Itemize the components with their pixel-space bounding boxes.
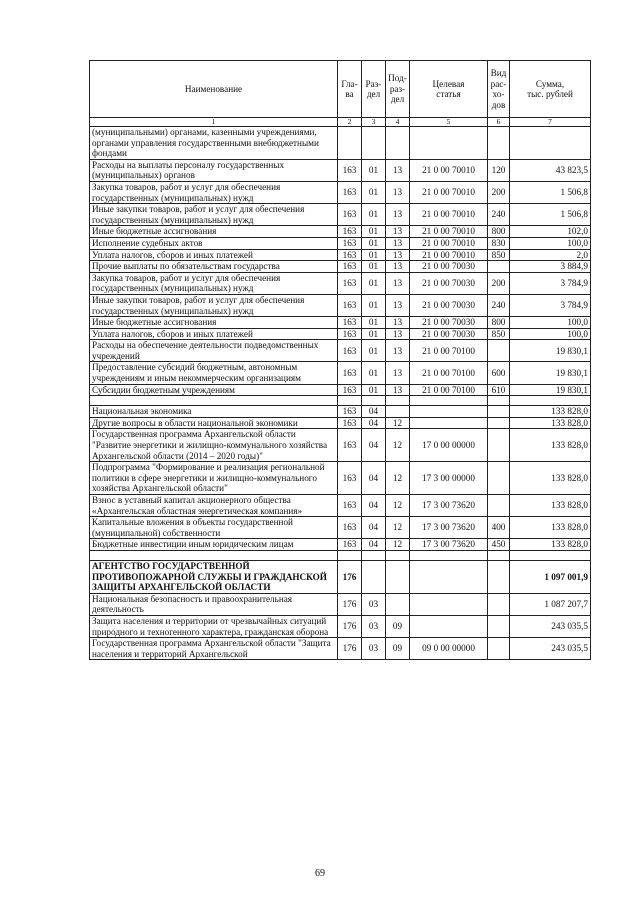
cell-name: Прочие выплаты по обязательствам государства: [90, 261, 338, 273]
cell-name: Иные закупки товаров, работ и услуг для обеспечения государственных (муниципальных) нужд: [90, 204, 338, 226]
cell-sum: 133 828,0: [510, 539, 591, 551]
table-row: [90, 249, 591, 261]
cell-target: [410, 417, 488, 429]
cell-target: 21 0 00 70030: [410, 317, 488, 329]
header-name: Наименование: [90, 61, 338, 118]
column-number: 6: [488, 118, 510, 127]
cell-glava: 163: [338, 429, 362, 462]
cell-podrazdel: 13: [386, 181, 410, 203]
header-sum: Сумма, тыс. рублей: [510, 61, 591, 118]
cell-vid: [488, 127, 510, 160]
cell-vid: [488, 593, 510, 615]
cell-name: Иные бюджетные ассигнования: [90, 317, 338, 329]
cell-name: Иные бюджетные ассигнования: [90, 226, 338, 238]
cell-sum: 3 884,9: [510, 261, 591, 273]
table-row: [90, 317, 591, 329]
cell-sum: [510, 550, 591, 560]
cell-razdel: 01: [362, 384, 386, 396]
cell-sum: 243 035,5: [510, 638, 591, 660]
cell-glava: 163: [338, 384, 362, 396]
table-row: [90, 560, 591, 593]
cell-glava: 176: [338, 593, 362, 615]
cell-podrazdel: 13: [386, 384, 410, 396]
cell-target: [410, 593, 488, 615]
table-row: [90, 593, 591, 615]
cell-target: 21 0 00 70030: [410, 294, 488, 316]
cell-sum: 133 828,0: [510, 417, 591, 429]
cell-razdel: 01: [362, 340, 386, 362]
cell-name: Подпрограмма "Формирование и реализация региональной политики в сфере энергетики и жилищно-коммунального хозяйства Архангельской области": [90, 462, 338, 495]
spacer-row: [90, 396, 591, 406]
cell-glava: 163: [338, 204, 362, 226]
cell-target: 21 0 00 70100: [410, 362, 488, 384]
table-row: [90, 638, 591, 660]
cell-razdel: 01: [362, 226, 386, 238]
cell-target: [410, 127, 488, 160]
cell-glava: 163: [338, 159, 362, 181]
cell-glava: 163: [338, 495, 362, 517]
cell-razdel: 01: [362, 294, 386, 316]
table-row: [90, 517, 591, 539]
cell-target: 21 0 00 70010: [410, 181, 488, 203]
table-row: [90, 462, 591, 495]
table-row: [90, 406, 591, 418]
cell-target: 17 3 00 73620: [410, 517, 488, 539]
cell-podrazdel: [386, 550, 410, 560]
cell-vid: [488, 406, 510, 418]
cell-razdel: 01: [362, 237, 386, 249]
cell-sum: 3 784,9: [510, 294, 591, 316]
column-number: 2: [338, 118, 362, 127]
cell-name: [90, 550, 338, 560]
table-row: [90, 294, 591, 316]
cell-razdel: 03: [362, 615, 386, 637]
cell-name: Капитальные вложения в объекты государственной (муниципальной) собственности: [90, 517, 338, 539]
cell-target: 21 0 00 70030: [410, 328, 488, 340]
cell-target: 21 0 00 70010: [410, 204, 488, 226]
cell-glava: 163: [338, 237, 362, 249]
table-row: [90, 417, 591, 429]
cell-vid: 600: [488, 362, 510, 384]
cell-target: [410, 396, 488, 406]
cell-target: 21 0 00 70100: [410, 340, 488, 362]
cell-sum: 243 035,5: [510, 615, 591, 637]
cell-glava: 163: [338, 539, 362, 551]
cell-target: [410, 560, 488, 593]
table-body: [90, 127, 591, 660]
cell-vid: 800: [488, 317, 510, 329]
cell-vid: [488, 462, 510, 495]
cell-glava: 163: [338, 406, 362, 418]
cell-vid: 610: [488, 384, 510, 396]
cell-vid: [488, 417, 510, 429]
cell-sum: 133 828,0: [510, 406, 591, 418]
cell-vid: [488, 560, 510, 593]
cell-glava: [338, 396, 362, 406]
cell-vid: [488, 396, 510, 406]
cell-target: 21 0 00 70030: [410, 261, 488, 273]
cell-podrazdel: 12: [386, 539, 410, 551]
cell-glava: 176: [338, 638, 362, 660]
cell-name: Исполнение судебных актов: [90, 237, 338, 249]
cell-podrazdel: 13: [386, 204, 410, 226]
table-row: [90, 159, 591, 181]
cell-glava: 163: [338, 261, 362, 273]
cell-razdel: 04: [362, 429, 386, 462]
cell-razdel: 03: [362, 593, 386, 615]
table-row: [90, 429, 591, 462]
cell-sum: 133 828,0: [510, 429, 591, 462]
cell-razdel: 04: [362, 462, 386, 495]
cell-name: (муниципальными) органами, казенными учреждениями, органами управления государственными внебюджетными фондами: [90, 127, 338, 160]
cell-sum: 133 828,0: [510, 495, 591, 517]
cell-target: 17 3 00 73620: [410, 495, 488, 517]
table-row: [90, 237, 591, 249]
cell-vid: [488, 340, 510, 362]
cell-name: Закупка товаров, работ и услуг для обеспечения государственных (муниципальных) нужд: [90, 272, 338, 294]
cell-sum: 43 823,5: [510, 159, 591, 181]
cell-sum: 19 830,1: [510, 384, 591, 396]
cell-razdel: 04: [362, 417, 386, 429]
cell-vid: 850: [488, 328, 510, 340]
cell-target: 21 0 00 70010: [410, 237, 488, 249]
cell-razdel: 03: [362, 638, 386, 660]
cell-podrazdel: 13: [386, 340, 410, 362]
cell-target: 09 0 00 00000: [410, 638, 488, 660]
table-row: [90, 272, 591, 294]
cell-sum: 100,0: [510, 328, 591, 340]
cell-razdel: [362, 127, 386, 160]
cell-podrazdel: 13: [386, 328, 410, 340]
cell-razdel: 01: [362, 317, 386, 329]
cell-name: Субсидии бюджетным учреждениям: [90, 384, 338, 396]
header-podrazdel: Под- раз- дел: [386, 61, 410, 118]
cell-podrazdel: 13: [386, 237, 410, 249]
cell-vid: [488, 638, 510, 660]
cell-vid: [488, 615, 510, 637]
cell-glava: 163: [338, 328, 362, 340]
table-header: [90, 61, 591, 118]
cell-vid: 850: [488, 249, 510, 261]
cell-glava: 163: [338, 272, 362, 294]
budget-table: [89, 60, 591, 660]
cell-name: Национальная безопасность и правоохранительная деятельность: [90, 593, 338, 615]
cell-podrazdel: [386, 560, 410, 593]
cell-name: Национальная экономика: [90, 406, 338, 418]
table-row: [90, 226, 591, 238]
cell-name: Государственная программа Архангельской области "Защита населения и территорий Архангельской: [90, 638, 338, 660]
cell-name: АГЕНТСТВО ГОСУДАРСТВЕННОЙ ПРОТИВОПОЖАРНОЙ СЛУЖБЫ И ГРАЖДАНСКОЙ ЗАЩИТЫ АРХАНГЕЛЬСКОЙ ОБЛАСТИ: [90, 560, 338, 593]
table-row: [90, 204, 591, 226]
cell-podrazdel: [386, 127, 410, 160]
cell-podrazdel: 13: [386, 249, 410, 261]
cell-target: 21 0 00 70100: [410, 384, 488, 396]
column-numbers: [90, 118, 591, 127]
cell-name: Уплата налогов, сборов и иных платежей: [90, 328, 338, 340]
cell-vid: 830: [488, 237, 510, 249]
cell-name: Расходы на обеспечение деятельности подведомственных учреждений: [90, 340, 338, 362]
cell-vid: [488, 261, 510, 273]
cell-name: Расходы на выплаты персоналу государственных (муниципальных) органов: [90, 159, 338, 181]
cell-glava: 176: [338, 615, 362, 637]
table-row: [90, 127, 591, 160]
table-row: [90, 362, 591, 384]
header-target: Целевая статья: [410, 61, 488, 118]
cell-target: [410, 406, 488, 418]
cell-razdel: 01: [362, 181, 386, 203]
cell-target: 17 3 00 00000: [410, 462, 488, 495]
cell-razdel: 04: [362, 406, 386, 418]
cell-razdel: 01: [362, 362, 386, 384]
cell-glava: 163: [338, 181, 362, 203]
cell-sum: 100,0: [510, 317, 591, 329]
cell-name: Взнос в уставный капитал акционерного общества «Архангельская областная энергетическая компания»: [90, 495, 338, 517]
cell-sum: [510, 396, 591, 406]
cell-vid: [488, 495, 510, 517]
cell-target: 21 0 00 70010: [410, 249, 488, 261]
header-glava: Гла- ва: [338, 61, 362, 118]
cell-vid: 240: [488, 204, 510, 226]
cell-podrazdel: 13: [386, 226, 410, 238]
cell-target: 21 0 00 70010: [410, 226, 488, 238]
table-row: [90, 261, 591, 273]
cell-sum: 1 087 207,7: [510, 593, 591, 615]
cell-glava: 163: [338, 317, 362, 329]
table-row: [90, 328, 591, 340]
cell-vid: 120: [488, 159, 510, 181]
cell-podrazdel: 12: [386, 462, 410, 495]
cell-podrazdel: 13: [386, 159, 410, 181]
cell-podrazdel: 13: [386, 317, 410, 329]
cell-razdel: [362, 560, 386, 593]
cell-glava: [338, 127, 362, 160]
cell-name: Бюджетные инвестиции иным юридическим лицам: [90, 539, 338, 551]
cell-name: [90, 396, 338, 406]
cell-sum: 133 828,0: [510, 462, 591, 495]
cell-sum: 3 784,9: [510, 272, 591, 294]
cell-vid: 450: [488, 539, 510, 551]
cell-name: Другие вопросы в области национальной экономики: [90, 417, 338, 429]
cell-target: [410, 550, 488, 560]
cell-vid: 800: [488, 226, 510, 238]
cell-sum: 133 828,0: [510, 517, 591, 539]
cell-name: Предоставление субсидий бюджетным, автономным учреждениям и иным некоммерческим организациям: [90, 362, 338, 384]
cell-name: Государственная программа Архангельской области "Развитие энергетики и жилищно-коммунального хозяйства Архангельской области (2014 – 2020 годы)": [90, 429, 338, 462]
cell-sum: 1 097 001,9: [510, 560, 591, 593]
cell-vid: 200: [488, 181, 510, 203]
cell-razdel: 04: [362, 539, 386, 551]
cell-name: Иные закупки товаров, работ и услуг для обеспечения государственных (муниципальных) нужд: [90, 294, 338, 316]
cell-podrazdel: 13: [386, 272, 410, 294]
column-number: 4: [386, 118, 410, 127]
cell-target: 21 0 00 70010: [410, 159, 488, 181]
cell-podrazdel: 13: [386, 362, 410, 384]
table-row: [90, 181, 591, 203]
cell-razdel: 01: [362, 249, 386, 261]
cell-glava: 163: [338, 517, 362, 539]
cell-sum: 2,0: [510, 249, 591, 261]
cell-vid: [488, 550, 510, 560]
cell-podrazdel: 12: [386, 417, 410, 429]
cell-sum: 19 830,1: [510, 362, 591, 384]
cell-razdel: 04: [362, 495, 386, 517]
cell-name: Закупка товаров, работ и услуг для обеспечения государственных (муниципальных) нужд: [90, 181, 338, 203]
cell-podrazdel: [386, 396, 410, 406]
cell-glava: 163: [338, 462, 362, 495]
cell-podrazdel: 12: [386, 429, 410, 462]
cell-target: 21 0 00 70030: [410, 272, 488, 294]
table-row: [90, 615, 591, 637]
cell-name: Защита населения и территории от чрезвычайных ситуаций природного и техногенного характера, гражданская оборона: [90, 615, 338, 637]
cell-podrazdel: 12: [386, 517, 410, 539]
cell-glava: 163: [338, 226, 362, 238]
cell-razdel: 01: [362, 261, 386, 273]
cell-razdel: [362, 550, 386, 560]
cell-target: [410, 615, 488, 637]
table-row: [90, 384, 591, 396]
cell-podrazdel: 13: [386, 261, 410, 273]
cell-podrazdel: [386, 406, 410, 418]
cell-vid: 240: [488, 294, 510, 316]
cell-podrazdel: 13: [386, 294, 410, 316]
cell-vid: [488, 429, 510, 462]
cell-podrazdel: [386, 593, 410, 615]
cell-razdel: [362, 396, 386, 406]
cell-glava: 176: [338, 560, 362, 593]
cell-glava: [338, 550, 362, 560]
cell-glava: 163: [338, 340, 362, 362]
cell-target: 17 3 00 73620: [410, 539, 488, 551]
table-row: [90, 539, 591, 551]
cell-name: Уплата налогов, сборов и иных платежей: [90, 249, 338, 261]
cell-sum: 102,0: [510, 226, 591, 238]
cell-razdel: 01: [362, 272, 386, 294]
table-row: [90, 340, 591, 362]
column-number: 7: [510, 118, 591, 127]
cell-glava: 163: [338, 249, 362, 261]
cell-razdel: 04: [362, 517, 386, 539]
cell-sum: 1 506,8: [510, 204, 591, 226]
cell-glava: 163: [338, 417, 362, 429]
table-row: [90, 495, 591, 517]
cell-podrazdel: 12: [386, 495, 410, 517]
cell-glava: 163: [338, 362, 362, 384]
cell-vid: 400: [488, 517, 510, 539]
page-number: 69: [315, 868, 325, 879]
cell-sum: 100,0: [510, 237, 591, 249]
cell-sum: 1 506,8: [510, 181, 591, 203]
cell-vid: 200: [488, 272, 510, 294]
cell-podrazdel: 09: [386, 615, 410, 637]
header-vid: Вид рас- хо- дов: [488, 61, 510, 118]
cell-glava: 163: [338, 294, 362, 316]
spacer-row: [90, 550, 591, 560]
cell-sum: 19 830,1: [510, 340, 591, 362]
cell-razdel: 01: [362, 204, 386, 226]
column-number: 1: [90, 118, 338, 127]
cell-sum: [510, 127, 591, 160]
column-number: 3: [362, 118, 386, 127]
cell-razdel: 01: [362, 159, 386, 181]
header-razdel: Раз- дел: [362, 61, 386, 118]
column-number: 5: [410, 118, 488, 127]
cell-podrazdel: 09: [386, 638, 410, 660]
cell-target: 17 0 00 00000: [410, 429, 488, 462]
cell-razdel: 01: [362, 328, 386, 340]
